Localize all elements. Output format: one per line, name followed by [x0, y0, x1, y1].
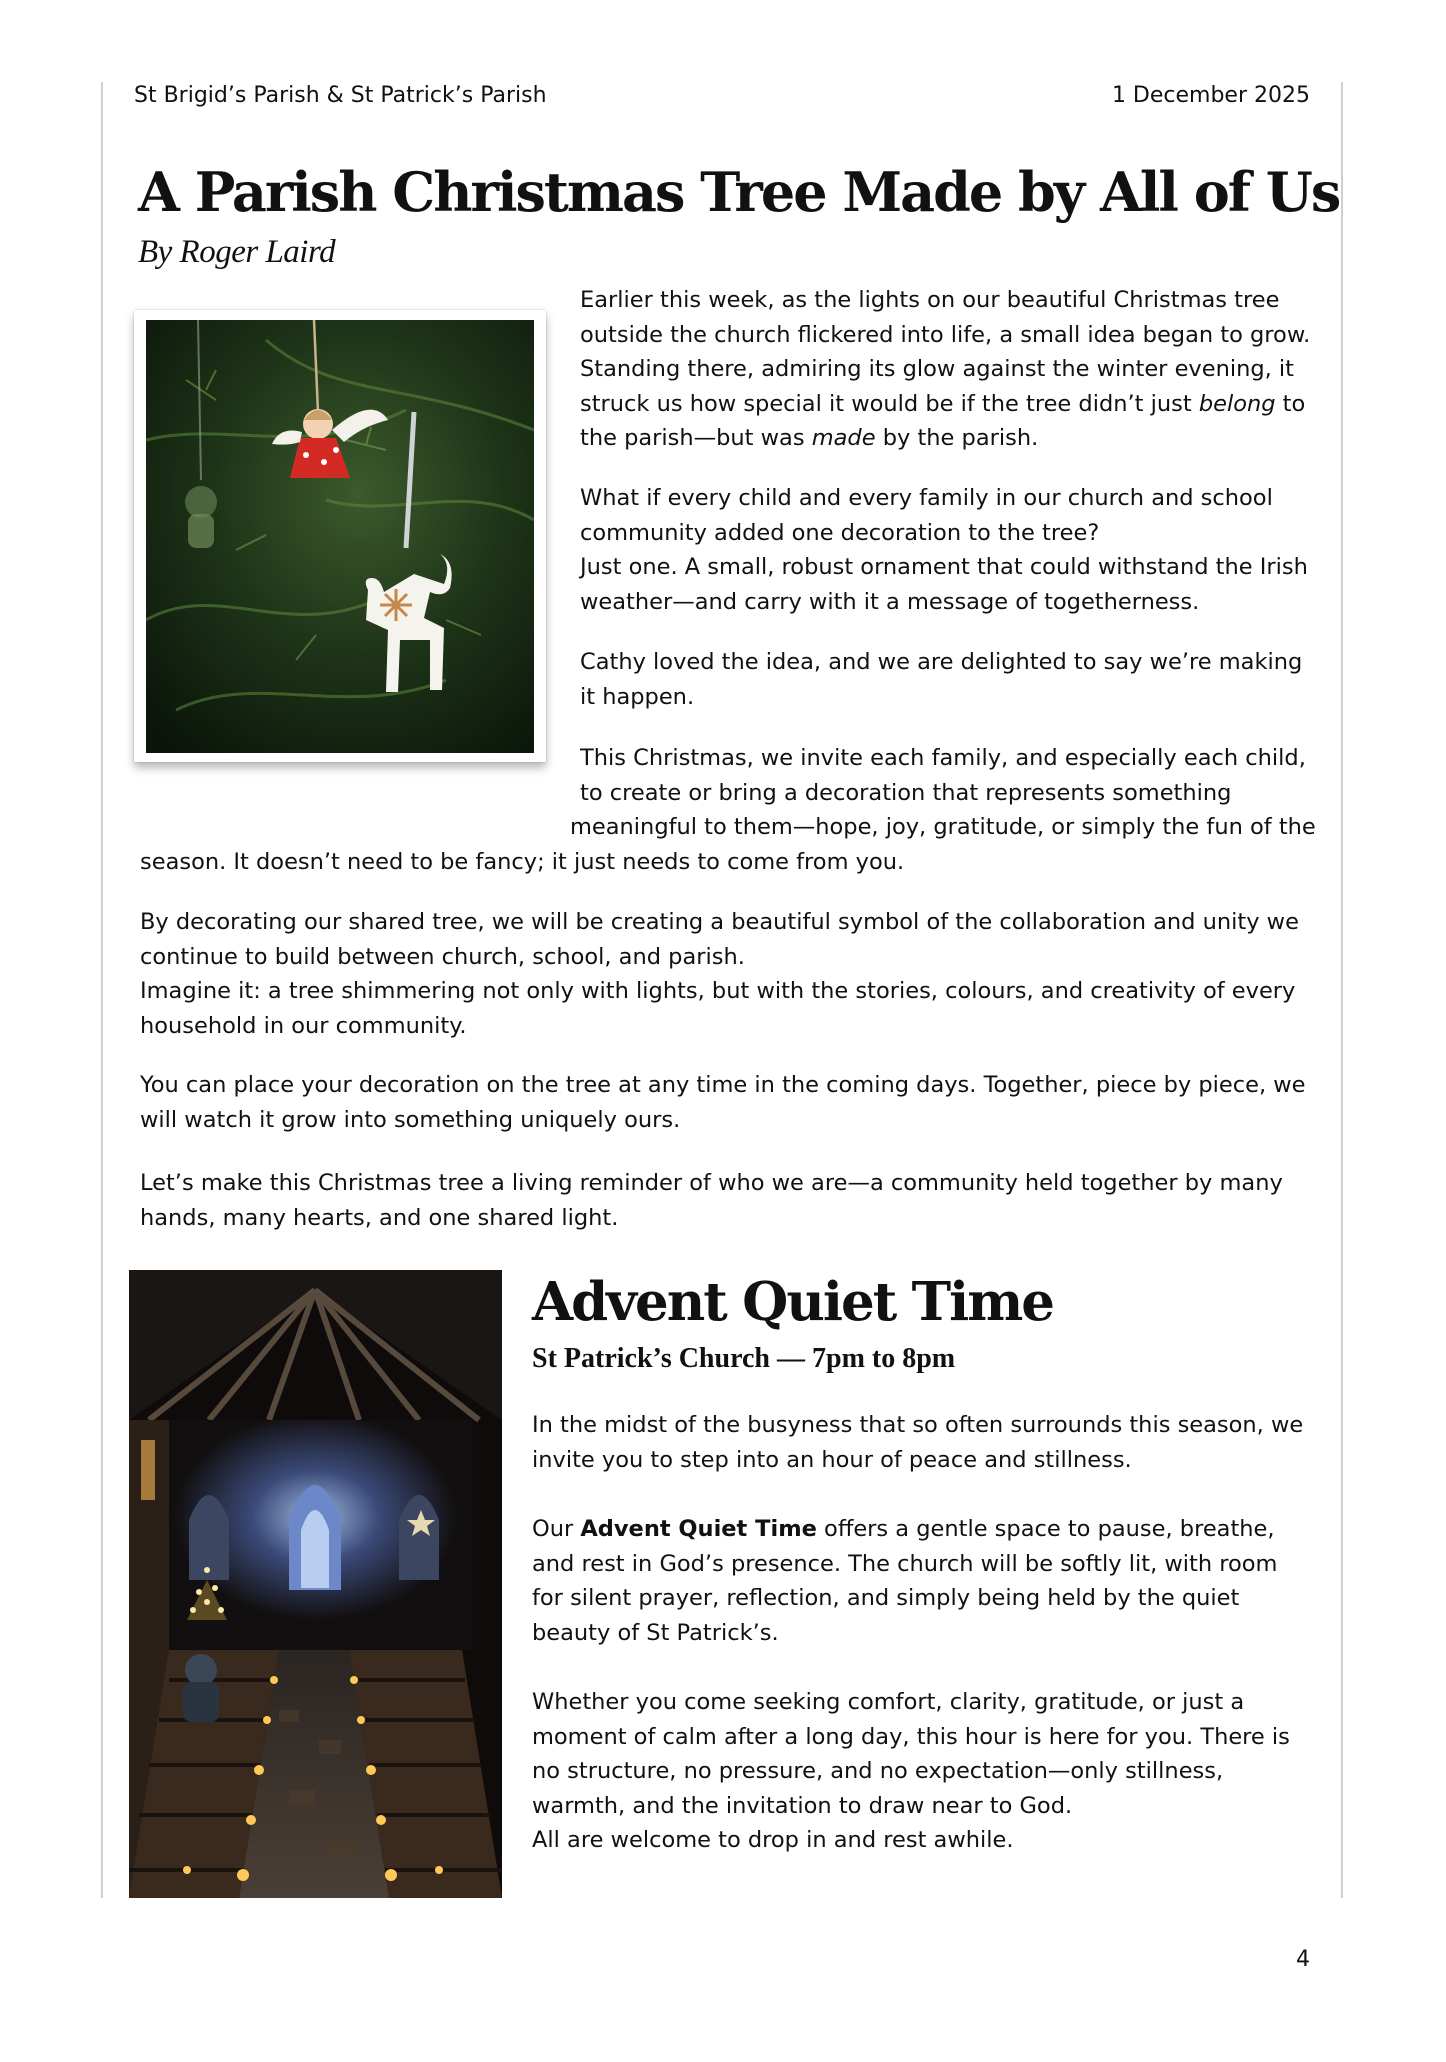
p2-text-b: offers a gentle space to pause, breathe, and rest in God’s presence. The church will be softly lit, with room for silent prayer, reflection, and simply being held by the quiet beauty of St Patrick’s. — [532, 1516, 1278, 1646]
article1-paragraph-6: You can place your decoration on the tree at any time in the coming days. Together, piece by piece, we will watch it grow into something uniquely ours. — [140, 1072, 1306, 1133]
article2-paragraph-3 — [532, 1685, 1312, 1858]
p2-bold-advent-quiet-time: Advent Quiet Time — [580, 1516, 817, 1542]
article-byline: By Roger Laird — [138, 234, 336, 270]
p1-emphasis-belong: belong — [1198, 390, 1276, 417]
p1-emphasis-made: made — [811, 425, 876, 451]
article2-subheading: St Patrick’s Church — 7pm to 8pm — [532, 1343, 956, 1374]
p1-text-b: to the parish—but was — [580, 390, 1306, 451]
header-date: 1 December 2025 — [1111, 83, 1310, 108]
photo-ornaments — [146, 320, 534, 753]
article1-paragraph-7: Let’s make this Christmas tree a living reminder of who we are—a community held together by many hands, many hearts, and one shared light. — [140, 1170, 1283, 1231]
p4-line-2: to create or bring a decoration that represents something — [580, 779, 1232, 806]
page-number: 4 — [1296, 1947, 1310, 1972]
article2-paragraph-1: In the midst of the busyness that so often surrounds this season, we invite you to step into an hour of peace and stillness. — [532, 1412, 1304, 1473]
article1-paragraph-2 — [580, 481, 1320, 619]
p4-line-1: This Christmas, we invite each family, and especially each child, — [580, 745, 1306, 771]
p4-line-3: meaningful to them—hope, joy, gratitude, or simply the fun of the — [570, 814, 1316, 840]
left-margin-rule — [101, 82, 103, 1898]
article-title-christmas-tree: A Parish Christmas Tree Made by All of Us — [138, 160, 1340, 224]
photo-church-interior — [129, 1270, 502, 1898]
article1-paragraph-1 — [580, 283, 1320, 456]
p2-text-a: Our — [532, 1516, 581, 1542]
article-title-advent-quiet-time: Advent Quiet Time — [532, 1271, 1054, 1333]
article1-paragraph-3: Cathy loved the idea, and we are delighted to say we’re making it happen. — [580, 649, 1303, 710]
article1-paragraph-5 — [140, 905, 1325, 1043]
p5-line-1: By decorating our shared tree, we will be creating a beautiful symbol of the collaboration and unity we continue to build between church, school, and parish. — [140, 909, 1299, 970]
p1-text-c: by the parish. — [875, 425, 1039, 451]
p1-text-a: Earlier this week, as the lights on our beautiful Christmas tree outside the church flickered into life, a small idea began to grow. Standing there, admiring its glow against the winter evening, it struck us how special it would be if the tree didn’t just — [580, 287, 1311, 417]
header-parishes: St Brigid’s Parish & St Patrick’s Parish — [134, 83, 547, 108]
article2-paragraph-2 — [532, 1512, 1312, 1650]
p3-line-2: All are welcome to drop in and rest awhile. — [532, 1827, 1014, 1853]
article1-paragraph-4 — [140, 741, 1325, 879]
right-margin-rule — [1341, 82, 1343, 1898]
p2-line-2: Just one. A small, robust ornament that could withstand the Irish weather—and carry with it a message of togetherness. — [580, 554, 1308, 615]
p3-line-1: Whether you come seeking comfort, clarity, gratitude, or just a moment of calm after a long day, this hour is here for you. There is no structure, no pressure, and no expectation—only stillness, warmth, and the invitation to draw near to God. — [532, 1689, 1290, 1819]
p2-line-1: What if every child and every family in our church and school community added one decoration to the tree? — [580, 485, 1273, 546]
p4-line-4: season. It doesn’t need to be fancy; it just needs to come from you. — [140, 848, 905, 875]
photo-ornaments-frame — [134, 310, 546, 762]
p5-line-2: Imagine it: a tree shimmering not only with lights, but with the stories, colours, and creativity of every household in our community. — [140, 978, 1296, 1039]
